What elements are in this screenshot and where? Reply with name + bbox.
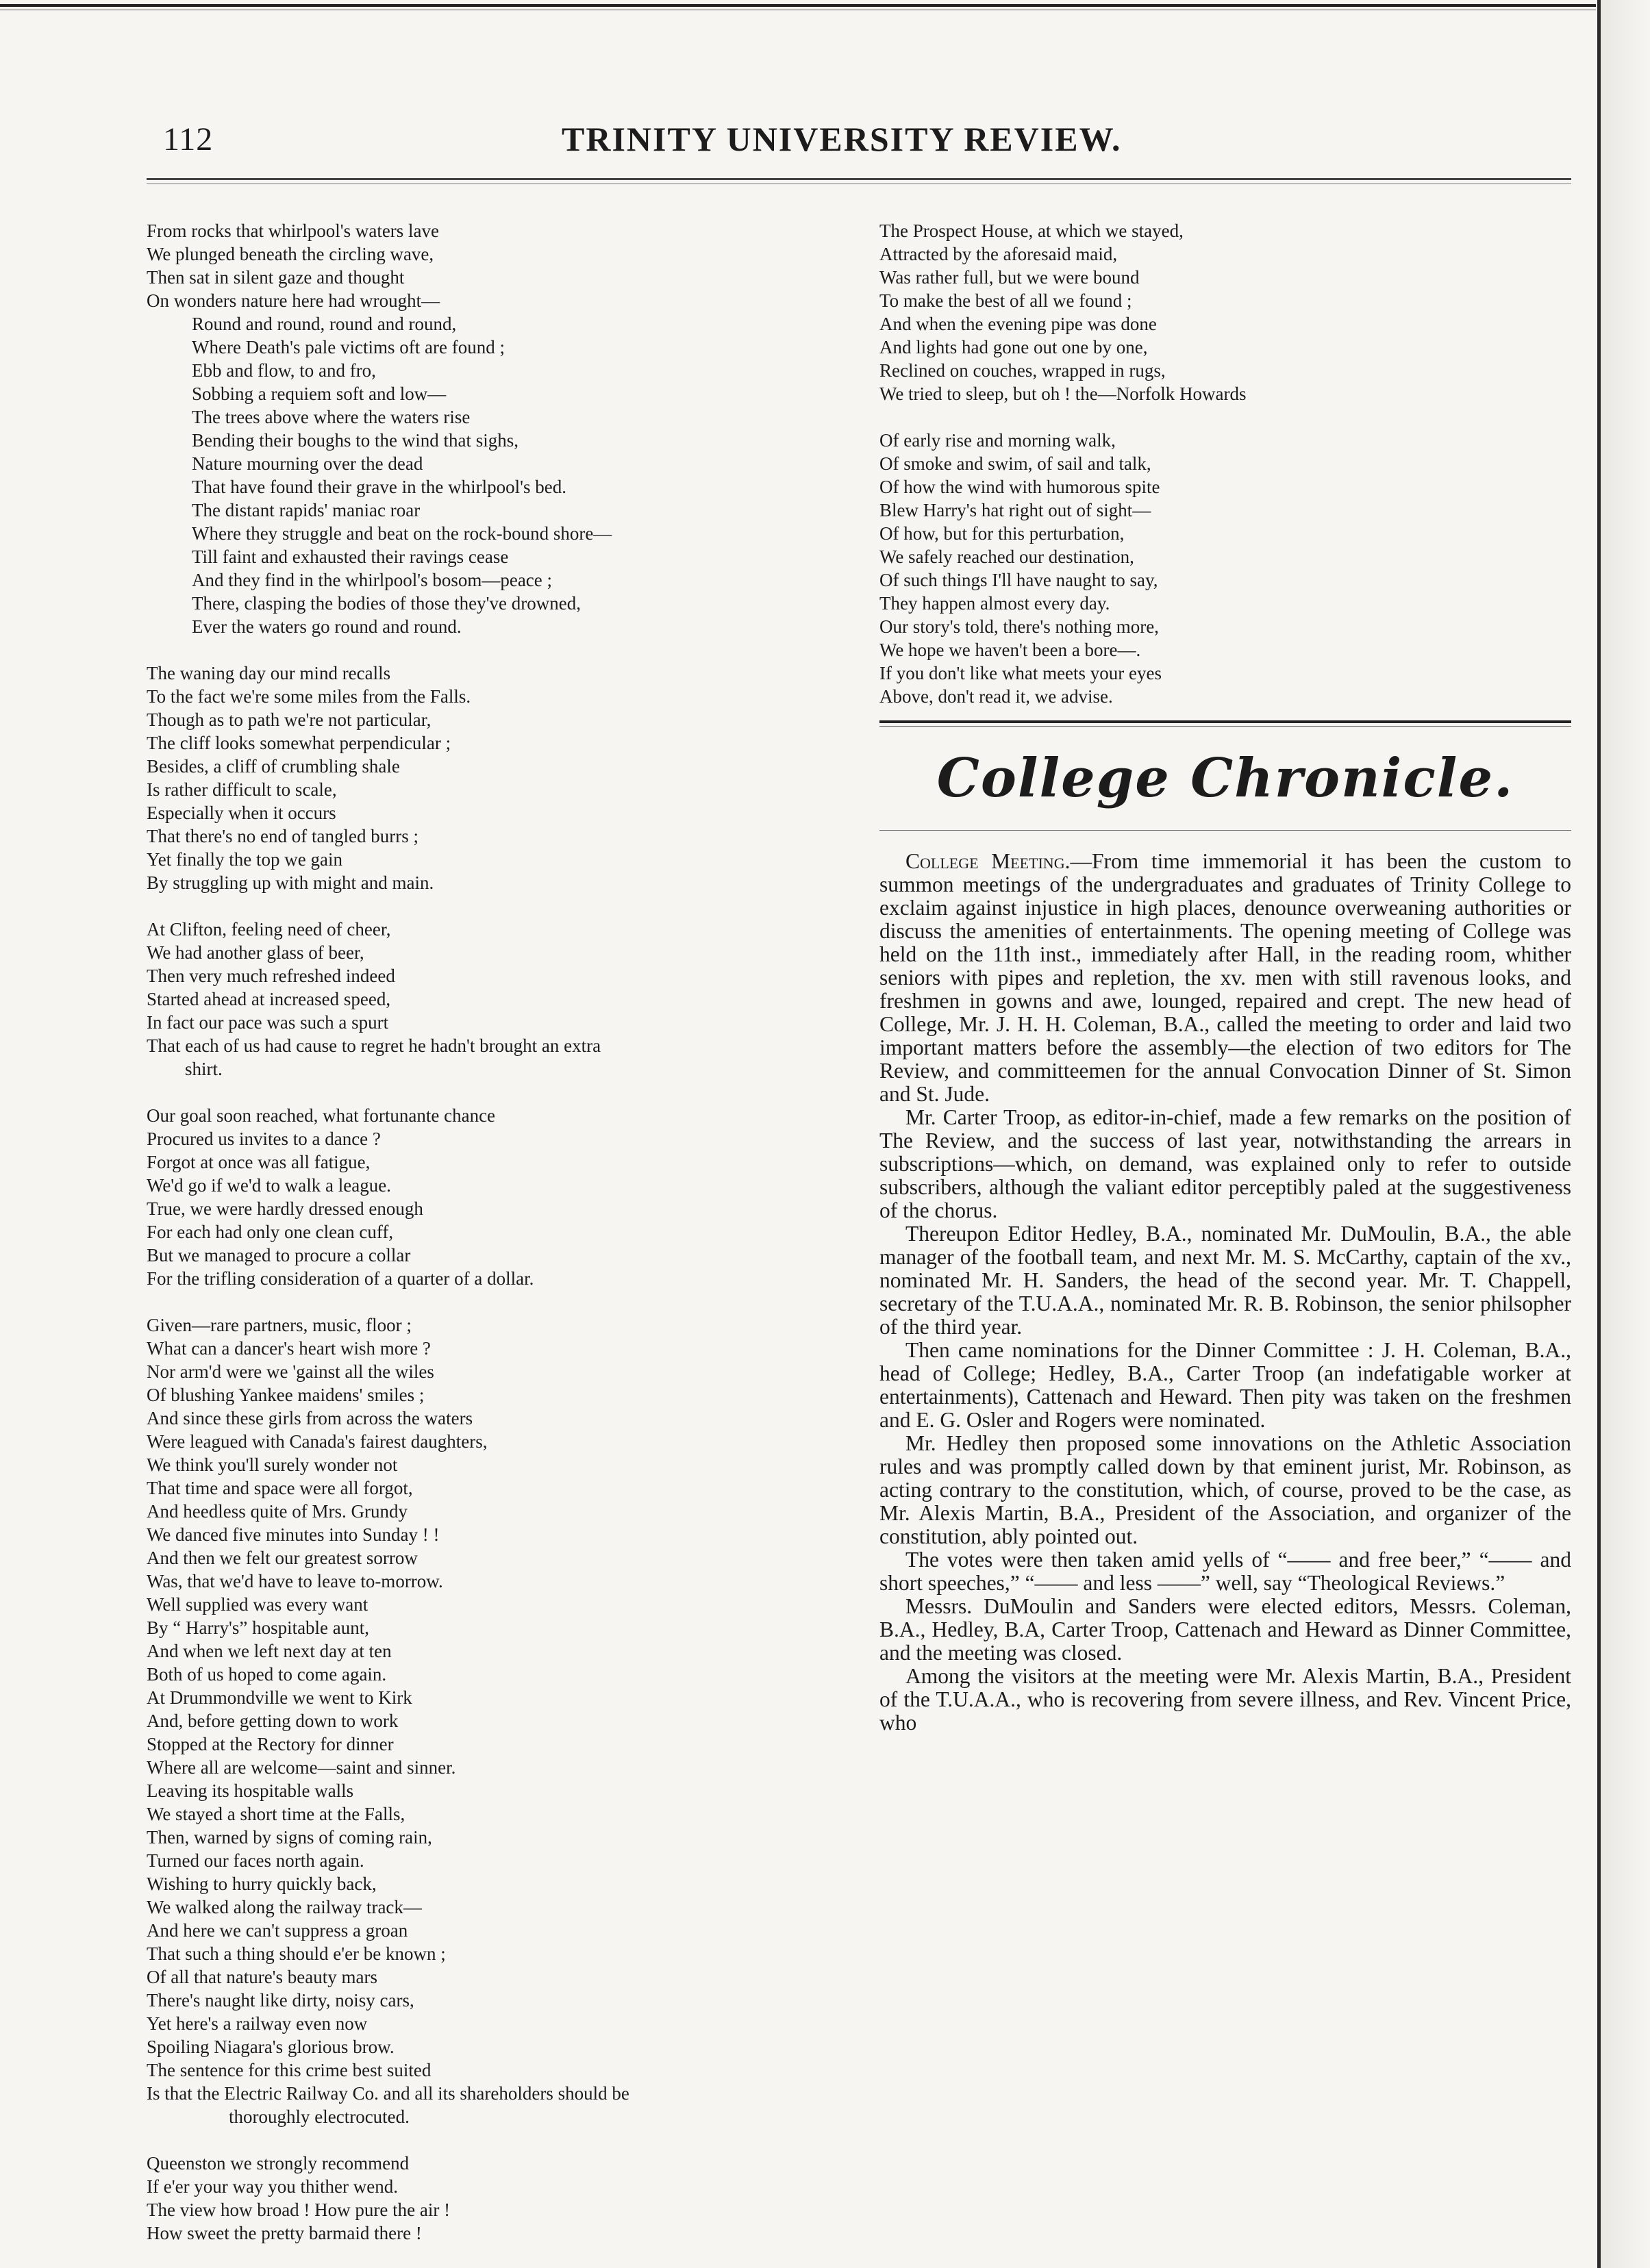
poem-line: Then, warned by signs of coming rain, — [147, 1827, 432, 1848]
poem-line: That time and space were all forgot, — [147, 1478, 413, 1498]
lead-in-caps: College Meeting. — [905, 849, 1071, 873]
poem-line: If e'er your way you thither wend. — [147, 2176, 398, 2197]
poem-line: What can a dancer's heart wish more ? — [147, 1338, 431, 1359]
poem-line: thoroughly electrocuted. — [229, 2106, 410, 2127]
poem-stanza-4 — [147, 1104, 852, 1290]
poem-line: Was, that we'd have to leave to-morrow. — [147, 1571, 443, 1591]
section-title: College Chronicle. — [936, 747, 1514, 809]
poem-line: The sentence for this crime best suited — [147, 2060, 432, 2080]
poem-line: For the trifling consideration of a quarter of a dollar. — [147, 1268, 534, 1289]
poem-line: Started ahead at increased speed, — [147, 989, 391, 1009]
header-rule — [147, 178, 1571, 180]
poem-line: And since these girls from across the waters — [147, 1408, 473, 1428]
poem-line: That there's no end of tangled burrs ; — [147, 826, 418, 846]
article-paragraph: Then came nominations for the Dinner Committee : J. H. Coleman, B.A., head of College; Hedley, B.A., Carter Troop (an indefatigable worker at entertainments), Cattenach and Heward. Then pity was taken on the freshmen and E. G. Osler and Rogers were nominated. — [879, 1338, 1571, 1432]
poem-line: That have found their grave in the whirlpool's bed. — [192, 477, 566, 497]
poem-line: Stopped at the Rectory for dinner — [147, 1734, 394, 1754]
poem-line: The waning day our mind recalls — [147, 663, 391, 683]
poem-line: We'd go if we'd to walk a league. — [147, 1175, 391, 1196]
poem-line: We think you'll surely wonder not — [147, 1454, 398, 1475]
poem-line: Our goal soon reached, what fortunante chance — [147, 1105, 496, 1126]
poem-stanza-5 — [147, 1313, 852, 2128]
poem-line: We walked along the railway track— — [147, 1897, 422, 1917]
poem-line: Of blushing Yankee maidens' smiles ; — [147, 1385, 425, 1405]
poem-line: We safely reached our destination, — [879, 546, 1134, 567]
poem-stanza-3 — [147, 918, 852, 1081]
poem-line: Where Death's pale victims oft are found ; — [192, 337, 505, 357]
article-paragraph — [879, 850, 1571, 1106]
poem-line: Sobbing a requiem soft and low— — [192, 383, 447, 404]
poem-line: We stayed a short time at the Falls, — [147, 1804, 405, 1824]
poem-line: Of early rise and morning walk, — [879, 430, 1116, 451]
poem-line: The view how broad ! How pure the air ! — [147, 2200, 451, 2220]
article-paragraph: Mr. Carter Troop, as editor-in-chief, made a few remarks on the position of The Review, and the success of last year, notwithstanding the arrears in subscriptions—which, on demand, was explained only to refer to outside subscribers, although the valiant editor perceptibly paled at the suggestiveness of the chorus. — [879, 1105, 1571, 1222]
poem-line: In fact our pace was such a spurt — [147, 1012, 389, 1033]
poem-line: By struggling up with might and main. — [147, 872, 434, 893]
poem-line: We tried to sleep, but oh ! the—Norfolk Howards — [879, 383, 1247, 404]
page-edge-shadow — [1601, 0, 1650, 2268]
poem-line: Of such things I'll have naught to say, — [879, 570, 1158, 590]
poem-line: On wonders nature here had wrought— — [147, 290, 440, 311]
poem-line: But we managed to procure a collar — [147, 1245, 411, 1265]
poem-line: Of how the wind with humorous spite — [879, 477, 1160, 497]
poem-line: And they find in the whirlpool's bosom—peace ; — [192, 570, 553, 590]
poem-line: For each had only one clean cuff, — [147, 1222, 394, 1242]
poem-line: If you don't like what meets your eyes — [879, 663, 1162, 683]
poem-line: There, clasping the bodies of those they've drowned, — [192, 593, 581, 614]
article-paragraph: The votes were then taken amid yells of “—— and free beer,” “—— and short speeches,” “—— and less ——” well, say “Theological Reviews.” — [879, 1548, 1571, 1595]
poem-line: We hope we haven't been a bore—. — [879, 640, 1141, 660]
poem-line: Yet here's a railway even now — [147, 2013, 368, 2034]
poem-line: Blew Harry's hat right out of sight— — [879, 500, 1151, 520]
poem-line: Attracted by the aforesaid maid, — [879, 244, 1118, 264]
poem-line: Given—rare partners, music, floor ; — [147, 1315, 412, 1335]
poem-line: At Clifton, feeling need of cheer, — [147, 919, 391, 940]
right-column — [879, 219, 1571, 1735]
poem-line: Is rather difficult to scale, — [147, 779, 337, 800]
top-border-rule — [0, 4, 1596, 7]
section-divider-thin — [879, 726, 1571, 727]
poem-line: Where they struggle and beat on the rock-bound shore— — [192, 523, 612, 544]
poem-line: Besides, a cliff of crumbling shale — [147, 756, 400, 777]
poem-line: And heedless quite of Mrs. Grundy — [147, 1501, 408, 1522]
poem-line: Nature mourning over the dead — [192, 453, 423, 474]
poem-line: Ever the waters go round and round. — [192, 616, 462, 637]
article-paragraph: Among the visitors at the meeting were Mr. Alexis Martin, B.A., President of the T.U.A.A., who is recovering from severe illness, and Rev. Vincent Price, who — [879, 1664, 1571, 1735]
poem-line: Forgot at once was all fatigue, — [147, 1152, 371, 1172]
poem-stanza-6 — [147, 2152, 852, 2245]
article-paragraph: Messrs. DuMoulin and Sanders were elected editors, Messrs. Coleman, B.A., Hedley, B.A, Carter Troop, Cattenach and Heward as Dinner Committee, and the meeting was closed. — [879, 1594, 1571, 1665]
poem-line: Then sat in silent gaze and thought — [147, 267, 405, 288]
poem-line: Where all are welcome—saint and sinner. — [147, 1757, 456, 1778]
poem-line: To make the best of all we found ; — [879, 290, 1132, 311]
poem-line: Were leagued with Canada's fairest daughters, — [147, 1431, 488, 1452]
poem-line: They happen almost every day. — [879, 593, 1110, 614]
poem-stanza-1 — [147, 219, 852, 638]
poem-line: Round and round, round and round, — [192, 314, 457, 334]
poem-line: Of smoke and swim, of sail and talk, — [879, 453, 1151, 474]
poem-line: Leaving its hospitable walls — [147, 1780, 354, 1801]
poem-line: Reclined on couches, wrapped in rugs, — [879, 360, 1166, 381]
poem-line: Is that the Electric Railway Co. and all its shareholders should be — [147, 2083, 629, 2104]
poem-line: That each of us had cause to regret he hadn't brought an extra — [147, 1035, 601, 1056]
running-head: TRINITY UNIVERSITY REVIEW. — [562, 120, 1122, 158]
section-title-rule — [879, 830, 1571, 831]
left-column-poem — [147, 219, 852, 2268]
poem-line: Ebb and flow, to and fro, — [192, 360, 376, 381]
poem-line: And, before getting down to work — [147, 1711, 399, 1731]
poem-line: We plunged beneath the circling wave, — [147, 244, 434, 264]
poem-line: Though as to path we're not particular, — [147, 709, 432, 730]
poem-line: Bending their boughs to the wind that sighs, — [192, 430, 518, 451]
section-divider — [879, 720, 1571, 723]
right-column-poem — [879, 219, 1571, 708]
poem-stanza-2 — [147, 662, 852, 894]
college-chronicle-article — [879, 850, 1571, 1735]
poem-line: Nor arm'd were we 'gainst all the wiles — [147, 1361, 434, 1382]
poem-line: The distant rapids' maniac roar — [192, 500, 421, 520]
poem-line: Was rather full, but we were bound — [879, 267, 1140, 288]
poem-line: Above, don't read it, we advise. — [879, 686, 1113, 707]
poem-line: And lights had gone out one by one, — [879, 337, 1148, 357]
poem-line: By “ Harry's” hospitable aunt, — [147, 1617, 370, 1638]
poem-line: Especially when it occurs — [147, 803, 336, 823]
poem-line: Yet finally the top we gain — [147, 849, 342, 870]
poem-line: The trees above where the waters rise — [192, 407, 471, 427]
poem-line: Both of us hoped to come again. — [147, 1664, 387, 1685]
poem-line: And when we left next day at ten — [147, 1641, 392, 1661]
poem-line: The Prospect House, at which we stayed, — [879, 220, 1184, 241]
poem-line: And when the evening pipe was done — [879, 314, 1157, 334]
poem-line: From rocks that whirlpool's waters lave — [147, 220, 440, 241]
poem-line: Then very much refreshed indeed — [147, 966, 395, 986]
article-paragraph: Mr. Hedley then proposed some innovations on the Athletic Association rules and was promptly called down by that eminent jurist, Mr. Robinson, as acting contrary to the constitution, which, of course, proved to be the case, as Mr. Alexis Martin, B.A., President of the Association, and organizer of the constitution, ably pointed out. — [879, 1431, 1571, 1548]
poem-line: Spoiling Niagara's glorious brow. — [147, 2037, 395, 2057]
poem-line: Of all that nature's beauty mars — [147, 1967, 377, 1987]
poem-line: We had another glass of beer, — [147, 942, 364, 963]
poem-line: And then we felt our greatest sorrow — [147, 1548, 418, 1568]
poem-line: Till faint and exhausted their ravings cease — [192, 546, 509, 567]
article-paragraph: Thereupon Editor Hedley, B.A., nominated Mr. DuMoulin, B.A., the able manager of the football team, and next Mr. M. S. McCarthy, captain of the xv., nominated Mr. H. Sanders, the head of the second year. Mr. T. Chappell, secretary of the T.U.A.A., nominated Mr. R. B. Robinson, the senior philsopher of the third year. — [879, 1222, 1571, 1339]
poem-line: Well supplied was every want — [147, 1594, 368, 1615]
poem-line: shirt. — [185, 1059, 223, 1079]
poem-line: Turned our faces north again. — [147, 1850, 364, 1871]
poem-stanza-8 — [879, 429, 1571, 708]
poem-line: We danced five minutes into Sunday ! ! — [147, 1524, 440, 1545]
poem-line: To the fact we're some miles from the Falls. — [147, 686, 471, 707]
poem-line: And here we can't suppress a groan — [147, 1920, 408, 1941]
poem-line: How sweet the pretty barmaid there ! — [147, 2223, 422, 2243]
poem-line: That such a thing should e'er be known ; — [147, 1943, 446, 1964]
poem-stanza-7 — [879, 219, 1571, 405]
poem-line: Of how, but for this perturbation, — [879, 523, 1125, 544]
poem-line: Procured us invites to a dance ? — [147, 1129, 381, 1149]
poem-line: The cliff looks somewhat perpendicular ; — [147, 733, 451, 753]
poem-line: Our story's told, there's nothing more, — [879, 616, 1159, 637]
paragraph-text: —From time immemorial it has been the custom to summon meetings of the undergraduates and graduates of Trinity College to exclaim against injustice in high places, denounce overweaning authorities or discuss the amenities of entertainments. The opening meeting of College was held on the 11th inst., immediately after Hall, in the reading room, whither seniors with pipes and repletion, the xv. men with still ravenous looks, and freshmen in gowns and awe, lounged, repaired and crept. The new head of College, Mr. J. H. H. Coleman, B.A., called the meeting to order and laid two important matters before the assembly—the election of two editors for The Review, and committeemen for the annual Convocation Dinner of St. Simon and St. Jude. — [879, 849, 1571, 1106]
page-number: 112 — [163, 121, 214, 158]
poem-line: Queenston we strongly recommend — [147, 2153, 410, 2174]
poem-line: There's naught like dirty, noisy cars, — [147, 1990, 414, 2011]
poem-line: True, we were hardly dressed enough — [147, 1198, 423, 1219]
poem-line: At Drummondville we went to Kirk — [147, 1687, 412, 1708]
poem-line: Wishing to hurry quickly back, — [147, 1874, 377, 1894]
